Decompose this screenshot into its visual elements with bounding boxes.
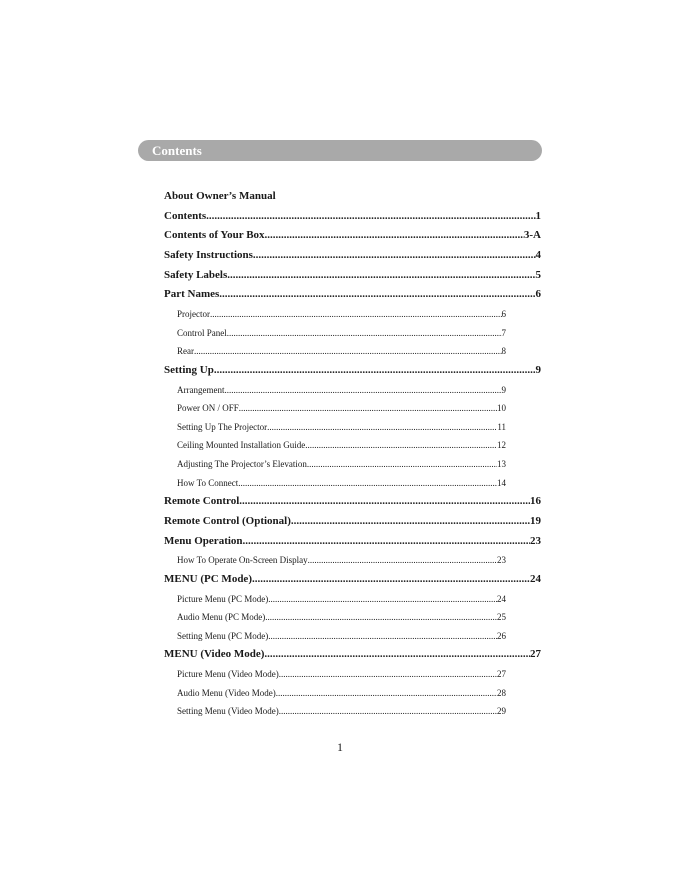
toc-entry-page: 29 (497, 706, 506, 717)
toc-leader-dots (194, 342, 502, 361)
toc-leader-dots (305, 436, 497, 455)
toc-entry-title: Audio Menu (PC Mode) (177, 612, 266, 623)
toc-leader-dots (276, 684, 497, 703)
toc-leader-dots (252, 570, 530, 590)
toc-leader-dots (267, 418, 497, 437)
toc-entry-title: MENU (PC Mode) (164, 572, 252, 585)
toc-entry-page: 4 (535, 249, 541, 262)
toc-leader-dots (239, 492, 530, 512)
toc-entry-page: 26 (497, 630, 506, 641)
toc-leader-dots (279, 702, 497, 721)
toc-entry-title: Setting Menu (PC Mode) (177, 630, 269, 641)
toc-entry-page: 1 (535, 209, 541, 222)
toc-entry-page: 11 (497, 421, 506, 432)
toc-entry-title: Setting Up (164, 363, 214, 376)
toc-subsection-entry[interactable] (164, 627, 506, 646)
toc-leader-dots (265, 226, 524, 246)
toc-section-entry[interactable] (164, 207, 541, 227)
toc-subsection-entry[interactable] (164, 474, 506, 493)
toc-section-entry[interactable] (164, 570, 541, 590)
toc-section-entry[interactable] (164, 285, 541, 305)
toc-subsection-entry[interactable] (164, 305, 506, 324)
toc-leader-dots (291, 512, 530, 532)
toc-subsection-entry[interactable] (164, 381, 506, 400)
toc-subsection-entry[interactable] (164, 455, 506, 474)
toc-leader-dots (279, 665, 497, 684)
toc-section-entry[interactable] (164, 512, 541, 532)
toc-section-entry[interactable] (164, 492, 541, 512)
toc-entry-title: Power ON / OFF (177, 403, 239, 414)
toc-entry-title: Rear (177, 346, 194, 357)
toc-subsection-entry[interactable] (164, 324, 506, 343)
toc-entry-page: 16 (530, 495, 541, 508)
toc-leader-dots (308, 551, 497, 570)
toc-entry-title: Safety Instructions (164, 249, 253, 262)
toc-subsection-entry[interactable] (164, 665, 506, 684)
toc-entry-page: 6 (501, 309, 506, 320)
toc-entry-page: 27 (497, 668, 506, 679)
toc-section-entry[interactable] (164, 361, 541, 381)
toc-section-entry[interactable] (164, 226, 541, 246)
toc-subsection-entry[interactable] (164, 436, 506, 455)
toc-entry-title: Remote Control (Optional) (164, 514, 291, 527)
toc-section-entry[interactable] (164, 246, 541, 266)
toc-entry-title: Safety Labels (164, 268, 228, 281)
toc-entry-title: Projector (177, 309, 210, 320)
toc-entry-title: Contents of Your Box (164, 229, 265, 242)
toc-entry-page: 27 (530, 648, 541, 661)
toc-entry-title: Menu Operation (164, 534, 243, 547)
toc-entry-page: 24 (530, 572, 541, 585)
toc-entry-page: 7 (501, 327, 506, 338)
toc-subsection-entry[interactable] (164, 608, 506, 627)
toc-section-entry[interactable] (164, 187, 541, 207)
toc-leader-dots (227, 266, 535, 286)
toc-entry-title: Picture Menu (PC Mode) (177, 593, 269, 604)
toc-leader-dots (227, 324, 502, 343)
toc-subsection-entry[interactable] (164, 702, 506, 721)
toc-leader-dots (214, 361, 536, 381)
toc-subsection-entry[interactable] (164, 342, 506, 361)
toc-entry-title: How To Operate On-Screen Display (177, 555, 308, 566)
toc-entry-page: 5 (535, 268, 541, 281)
toc-leader-dots (219, 285, 535, 305)
toc-entry-title: How To Connect (177, 477, 239, 488)
toc-leader-dots (253, 246, 536, 266)
toc-leader-dots (264, 645, 530, 665)
toc-entry-page: 25 (497, 612, 506, 623)
toc-leader-dots (224, 381, 501, 400)
toc-entry-page: 14 (497, 477, 506, 488)
toc-entry-title: About Owner’s Manual (164, 190, 276, 202)
toc-subsection-entry[interactable] (164, 399, 506, 418)
toc-leader-dots (268, 627, 497, 646)
toc-entry-page: 6 (535, 288, 541, 301)
toc-leader-dots (265, 608, 497, 627)
toc-entry-title: Contents (164, 209, 207, 222)
toc-entry-title: Arrangement (177, 384, 225, 395)
toc-entry-title: Ceiling Mounted Installation Guide (177, 440, 306, 451)
toc-leader-dots (268, 590, 497, 609)
toc-leader-dots (239, 399, 497, 418)
toc-section-entry[interactable] (164, 266, 541, 286)
toc-entry-page: 24 (497, 593, 506, 604)
toc-entry-page: 3-A (523, 229, 541, 242)
toc-entry-page: 23 (497, 555, 506, 566)
toc-subsection-entry[interactable] (164, 590, 506, 609)
toc-entry-title: Part Names (164, 288, 220, 301)
toc-section-entry[interactable] (164, 532, 541, 552)
toc-subsection-entry[interactable] (164, 684, 506, 703)
toc-entry-page: 23 (530, 534, 541, 547)
contents-title: Contents (152, 143, 202, 158)
toc-entry-page: 28 (497, 687, 506, 698)
toc-entry-title: Audio Menu (Video Mode) (177, 687, 276, 698)
toc-entry-title: MENU (Video Mode) (164, 648, 265, 661)
toc-entry-title: Adjusting The Projector’s Elevation (177, 458, 307, 469)
toc-section-entry[interactable] (164, 645, 541, 665)
toc-entry-page: 13 (497, 458, 506, 469)
toc-leader-dots (307, 455, 497, 474)
toc-entry-title: Picture Menu (Video Mode) (177, 668, 279, 679)
toc-leader-dots (210, 305, 502, 324)
toc-entry-page: 10 (497, 403, 506, 414)
toc-entry-page: 9 (535, 363, 541, 376)
toc-entry-page: 8 (501, 346, 506, 357)
contents-header-bar (138, 140, 542, 161)
toc-entry-title: Setting Menu (Video Mode) (177, 706, 279, 717)
toc-entry-title: Remote Control (164, 495, 240, 508)
toc-subsection-entry[interactable] (164, 551, 506, 570)
page-number: 1 (337, 740, 343, 754)
toc-leader-dots (206, 207, 535, 227)
toc-entry-page: 9 (501, 384, 506, 395)
toc-entry-page: 19 (530, 514, 541, 527)
toc-leader-dots (243, 532, 530, 552)
toc-entry-page: 12 (497, 440, 506, 451)
table-of-contents (164, 187, 541, 721)
toc-entry-title: Control Panel (177, 327, 227, 338)
toc-leader-dots (238, 474, 497, 493)
toc-entry-title: Setting Up The Projector (177, 421, 268, 432)
toc-subsection-entry[interactable] (164, 418, 506, 437)
